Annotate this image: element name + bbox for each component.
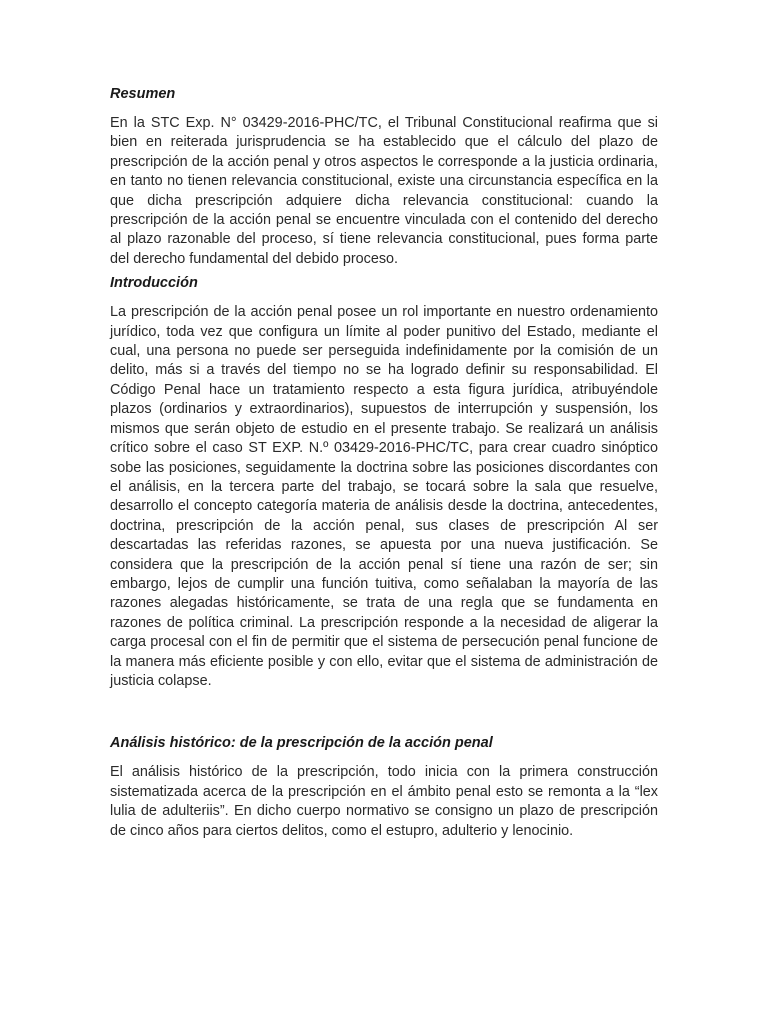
paragraph-introduccion: La prescripción de la acción penal posee un rol importante en nuestro ordenamiento jurídico, toda vez que configura un límite al poder punitivo del Estado, mediante el cual, una persona no puede ser perseguida indefinidamente por la comisión de un delito, más si a través del tiempo no se ha logrado definir su responsabilidad. El Código Penal hace un tratamiento respecto a esta figura jurídica, atribuyéndole plazos (ordinarios y extraordinarios), supuestos de interrupción y suspensión, los mismos que serán objeto de estudio en el presente trabajo. Se realizará un análisis crítico sobre el caso ST EXP. N.º 03429-2016-PHC/TC, para crear cuadro sinóptico sobe las posiciones, seguidamente la doctrina sobre las posiciones discordantes con el análisis, en la tercera parte del trabajo, se tocará sobre la sala que resuelve, desarrollo el concepto categoría materia de análisis desde la doctrina, antecedentes, doctrina, prescripción de la acción penal, sus clases de prescripción Al ser descartadas las referidas razones, se apuesta por una nueva justificación. Se considera que la prescripción de la acción penal sí tiene una razón de ser; sin embargo, lejos de cumplir una función tuitiva, como señalaban la mayoría de las razones alegadas históricamente, se trata de una regla que se fundamenta en razones de política criminal. La prescripción responde a la necesidad de aligerar la carga procesal con el fin de permitir que el sistema de persecución penal funcione de la manera más eficiente posible y con ello, evitar que el sistema de administración de justicia colapse. <box>110 304 658 689</box>
paragraph-analisis-historico: El análisis histórico de la prescripción, todo inicia con la primera construcción sistematizada acerca de la prescripción en el ámbito penal esto se remonta a la “lex lulia de adulteriis”. En dicho cuerpo normativo se consigno un plazo de prescripción de cinco años para ciertos delitos, como el estupro, adulterio y lenocinio. <box>110 764 658 839</box>
spacer <box>110 703 658 733</box>
heading-analisis-historico: Análisis histórico: de la prescripción de la acción penal <box>110 735 493 752</box>
document-page <box>110 84 658 853</box>
heading-resumen: Resumen <box>110 86 176 102</box>
paragraph-resumen: En la STC Exp. N° 03429-2016-PHC/TC, el Tribunal Constitucional reafirma que si bien en reiterada jurisprudencia se ha establecido que el cálculo del plazo de prescripción de la acción penal y otros aspectos le corresponde a la justicia ordinaria, en tanto no tienen relevancia constitucional, existe una circunstancia específica en la que dicha prescripción adquiere dicha relevancia constitucional: cuando la prescripción de la acción penal se encuentre vinculada con el contenido del derecho al plazo razonable del proceso, sí tiene relevancia constitucional, pues forma parte del derecho fundamental del debido proceso. <box>110 115 658 267</box>
heading-introduccion: Introducción <box>110 275 198 292</box>
